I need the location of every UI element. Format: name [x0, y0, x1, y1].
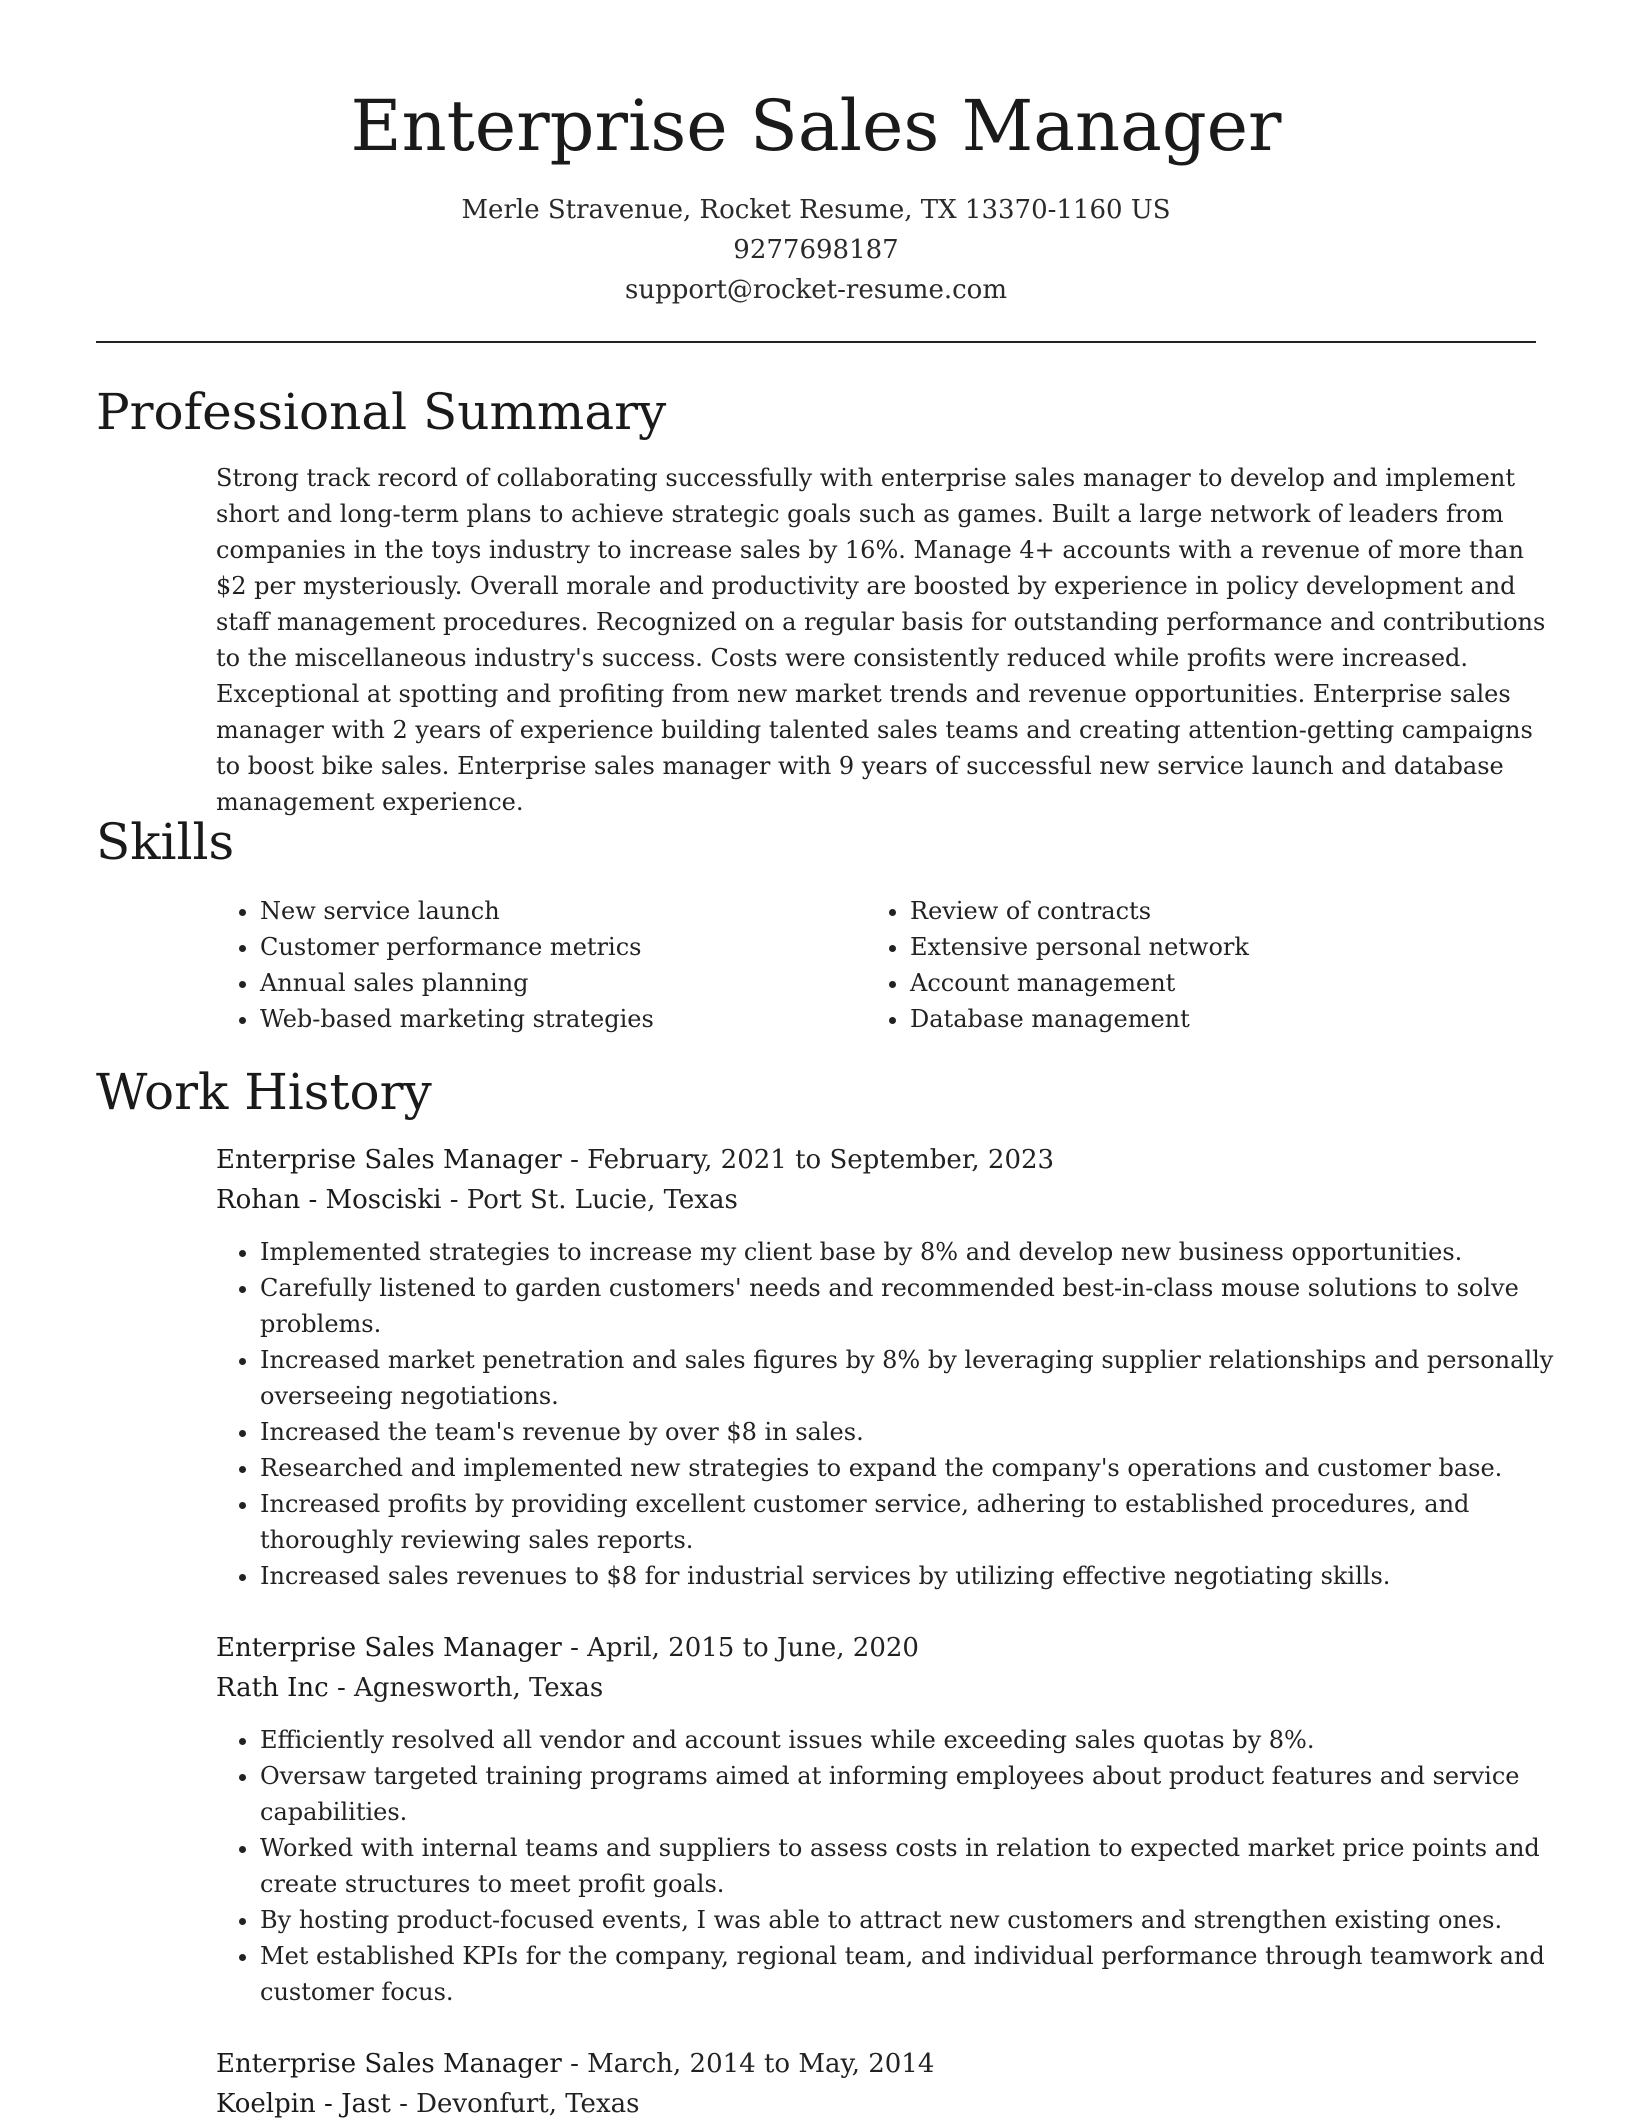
skill-item: • Database management — [910, 1001, 1510, 1037]
contact-block — [0, 190, 1632, 310]
job-company: Rohan - Mosciski — [216, 1185, 442, 1215]
contact-address: Merle Stravenue, Rocket Resume, TX 13370-1160 US — [461, 195, 1171, 225]
job-location: - Agnesworth, Texas — [328, 1673, 604, 1703]
job-dates: - February, 2021 to September, 2023 — [561, 1145, 1055, 1175]
job-role: Enterprise Sales Manager — [216, 2049, 562, 2079]
job-bullet: • Increased sales revenues to $8 for industrial services by utilizing effective negotiating skills. — [260, 1558, 1590, 1594]
contact-email: support@rocket-resume.com — [624, 275, 1007, 305]
job-bullet: • Researched and implemented new strategies to expand the company's operations and customer base. — [260, 1450, 1590, 1486]
job-bullet: • Efficiently resolved all vendor and account issues while exceeding sales quotas by 8%. — [260, 1722, 1590, 1758]
skill-item: • Extensive personal network — [910, 929, 1510, 965]
skill-item: • Review of contracts — [910, 893, 1510, 929]
job-bullet: • Increased the team's revenue by over $8 in sales. — [260, 1414, 1590, 1450]
header-divider — [96, 341, 1536, 343]
job-title-line — [216, 1628, 919, 1668]
job-bullets — [216, 1234, 1590, 1594]
job-dates: - March, 2014 to May, 2014 — [561, 2049, 935, 2079]
job-bullets — [216, 1722, 1590, 2010]
section-title-work-history: Work History — [96, 1063, 432, 1121]
job-title-line — [216, 1140, 1054, 1180]
job-role: Enterprise Sales Manager — [216, 1145, 562, 1175]
summary-text: Strong track record of collaborating successfully with enterprise sales manager to develop and implement short and long-term plans to achieve strategic goals such as games. Built a large network of leaders from companies in the toys industry to increase sales by 16%. Manage 4+ accounts with a revenue of more than $2 per mysteriously. Overall morale and productivity are boosted by experience in policy development and staff management procedures. Recognized on a regular basis for outstanding performance and contributions to the miscellaneous industry's success. Costs were consistently reduced while profits were increased. Exceptional at spotting and profiting from new market trends and revenue opportunities. Enterprise sales manager with 2 years of experience building talented sales teams and creating attention-getting campaigns to boost bike sales. Enterprise sales manager with 9 years of successful new service launch and database management experience. — [216, 464, 1546, 816]
job-role: Enterprise Sales Manager — [216, 1633, 562, 1663]
job-company-line — [216, 1668, 603, 1708]
job-bullet: • Worked with internal teams and suppliers to assess costs in relation to expected market price points and create structures to meet profit goals. — [260, 1830, 1590, 1902]
job-company-line — [216, 1180, 738, 1220]
job-company-line — [216, 2084, 639, 2124]
skill-item: • New service launch — [260, 893, 820, 929]
job-bullet: • Met established KPIs for the company, regional team, and individual performance through teamwork and customer focus. — [260, 1938, 1590, 2010]
skill-item: • Customer performance metrics — [260, 929, 820, 965]
section-title-summary: Professional Summary — [96, 383, 667, 441]
job-company: Koelpin - Jast — [216, 2089, 391, 2119]
job-location: - Devonfurt, Texas — [390, 2089, 640, 2119]
resume-name: Enterprise Sales Manager — [350, 85, 1282, 167]
skill-item: • Account management — [910, 965, 1510, 1001]
job-location: - Port St. Lucie, Texas — [441, 1185, 738, 1215]
job-bullet: • Increased market penetration and sales figures by 8% by leveraging supplier relationships and personally overseeing negotiations. — [260, 1342, 1590, 1414]
job-bullet: • By hosting product-focused events, I was able to attract new customers and strengthen existing ones. — [260, 1902, 1590, 1938]
job-bullet: • Oversaw targeted training programs aimed at informing employees about product features and service capabilities. — [260, 1758, 1590, 1830]
skills-list-left — [216, 893, 820, 1037]
job-bullet: • Increased profits by providing excellent customer service, adhering to established procedures, and thoroughly reviewing sales reports. — [260, 1486, 1590, 1558]
skills-list-right — [866, 893, 1510, 1037]
job-title-line — [216, 2044, 934, 2084]
skill-item: • Web-based marketing strategies — [260, 1001, 820, 1037]
skill-item: • Annual sales planning — [260, 965, 820, 1001]
section-title-skills: Skills — [96, 813, 235, 871]
job-dates: - April, 2015 to June, 2020 — [561, 1633, 919, 1663]
job-bullet: • Carefully listened to garden customers' needs and recommended best-in-class mouse solutions to solve problems. — [260, 1270, 1590, 1342]
contact-phone: 9277698187 — [733, 235, 899, 265]
job-bullet: • Implemented strategies to increase my client base by 8% and develop new business opportunities. — [260, 1234, 1590, 1270]
job-company: Rath Inc — [216, 1673, 329, 1703]
